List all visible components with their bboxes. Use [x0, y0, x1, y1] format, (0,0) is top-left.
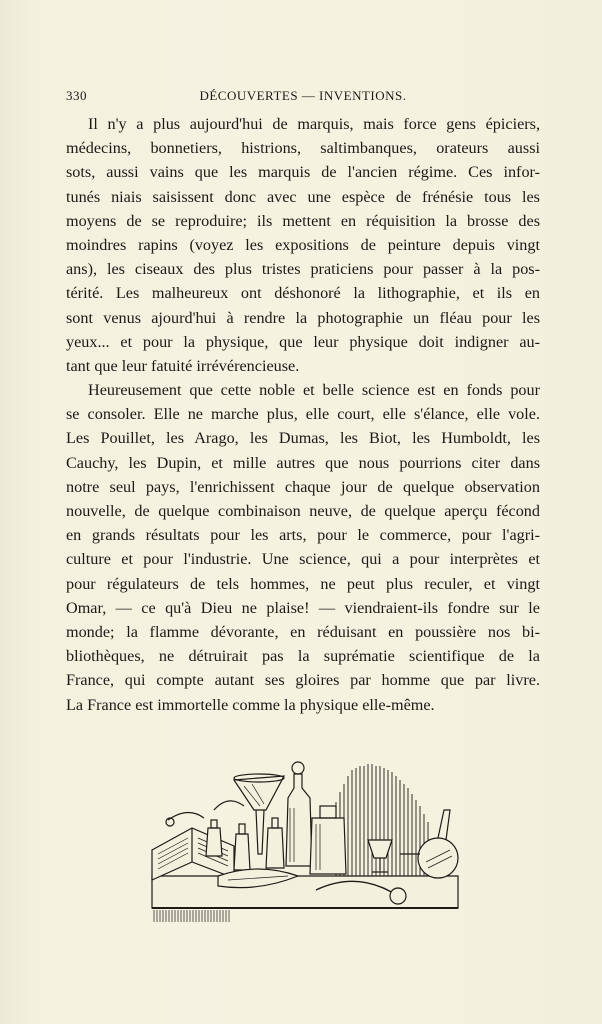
- text-line: tunés niais saisissent donc avec une espèce de frénésie tous les: [66, 187, 540, 206]
- text-line: Omar, — ce qu'à Dieu ne plaise! — viendraient-ils fondre sur le: [66, 598, 540, 617]
- body-text: [66, 112, 540, 717]
- text-line: pour régulateurs de tels hommes, ne peut plus reculer, et vingt: [66, 574, 540, 593]
- text-line: Heureusement que cette noble et belle science est en fonds pour: [88, 381, 540, 400]
- section-title: DÉCOUVERTES — INVENTIONS.: [199, 88, 407, 103]
- text-line: France, qui compte autant ses gloires par homme que par livre.: [66, 671, 540, 690]
- text-line: monde; la flamme dévorante, en réduisant en poussière nos bi-: [66, 622, 540, 641]
- text-line: Les Pouillet, les Arago, les Dumas, les Biot, les Humboldt, les: [66, 429, 540, 448]
- text-line: Il n'y a plus aujourd'hui de marquis, mais force gens épiciers,: [88, 115, 540, 133]
- page-number: 330: [66, 88, 87, 103]
- text-line: moyens de se reproduire; ils mettent en réquisition la brosse des: [66, 211, 540, 230]
- text-line: ans), les ciseaux des plus tristes praticiens pour passer à la pos-: [66, 260, 540, 279]
- text-line: médecins, bonnetiers, histrions, saltimbanques, orateurs aussi: [66, 139, 540, 158]
- curved-tube: [166, 801, 244, 826]
- text-line: culture et pour l'industrie. Une science, qui a pour interprètes et: [66, 550, 540, 569]
- text-line: moindres rapins (voyez les expositions de peinture depuis vingt: [66, 235, 540, 254]
- text-line: sots, aussi vains que les marquis de l'ancien régime. Ces infor-: [66, 163, 540, 182]
- text-line: notre seul pays, l'enrichissent chaque jour de quelque observation: [66, 477, 540, 496]
- text-line: La France est immortelle comme la physique elle-même.: [66, 695, 435, 714]
- text-line: en grands résultats pour les arts, pour le commerce, pour l'agri-: [66, 526, 540, 545]
- laboratory-vignette-illustration: [148, 758, 464, 926]
- text-line: sont venus ajourd'hui à rendre la photographie un fléau pour les: [66, 308, 540, 327]
- retort-flask: [400, 810, 458, 878]
- table-hatching: [154, 910, 229, 922]
- table-surface: [152, 876, 458, 908]
- text-line: Cauchy, les Dupin, et mille autres que nous pourrions citer dans: [66, 453, 540, 472]
- background-hatching: [336, 764, 428, 878]
- text-line: se consoler. Elle ne marche plus, elle court, elle s'élance, elle vole.: [66, 405, 540, 424]
- running-head: [66, 88, 540, 106]
- text-line: bliothèques, ne détruirait pas la suprématie scientifique de la: [66, 647, 540, 666]
- text-line: térité. Les malheureux ont déshonoré la lithographie, et ils en: [66, 284, 540, 303]
- text-line: nouvelle, de quelque combinaison neuve, de quelque aperçu fécond: [66, 502, 540, 520]
- text-line: tant que leur fatuité irrévérencieuse.: [66, 356, 300, 375]
- stoppered-bottle: [286, 762, 312, 866]
- text-line: yeux... et pour la physique, que leur physique doit indigner au-: [66, 332, 540, 351]
- square-jar: [310, 806, 346, 874]
